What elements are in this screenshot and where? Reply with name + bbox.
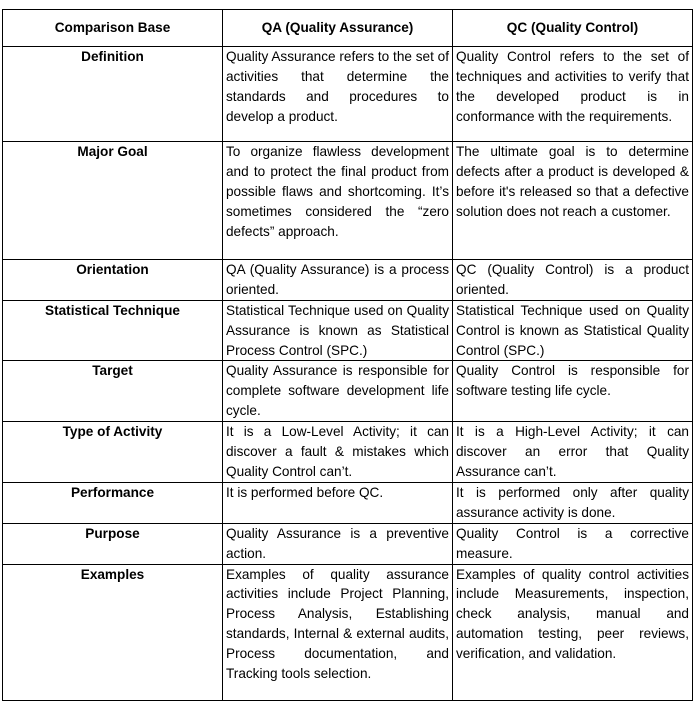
qc-cell: Examples of quality control activities include Measurements, inspection, check analysis, manual and automation testing, peer reviews, verification, and validation. xyxy=(453,564,693,700)
qa-cell: Statistical Technique used on Quality Assurance is known as Statistical Process Control (SPC.) xyxy=(223,300,453,361)
table-row xyxy=(3,422,693,483)
comparison-table xyxy=(2,9,693,701)
table-row xyxy=(3,141,693,259)
header-comparison-base: Comparison Base xyxy=(3,10,223,47)
qc-cell: Quality Control is responsible for software testing life cycle. xyxy=(453,361,693,422)
qc-cell: The ultimate goal is to determine defects after a product is developed & before it's released so that a defective solution does not reach a customer. xyxy=(453,141,693,259)
row-label-definition: Definition xyxy=(3,46,223,141)
table-row xyxy=(3,46,693,141)
qc-cell: QC (Quality Control) is a product oriented. xyxy=(453,259,693,300)
qa-cell: It is performed before QC. xyxy=(223,482,453,523)
table-row xyxy=(3,300,693,361)
table-row xyxy=(3,523,693,564)
table-row xyxy=(3,482,693,523)
header-qc: QC (Quality Control) xyxy=(453,10,693,47)
qa-cell: Examples of quality assurance activities include Project Planning, Process Analysis, Establishing standards, Internal & external audits, Process documentation, and Tracking tools selection. xyxy=(223,564,453,700)
qc-cell: It is a High-Level Activity; it can discover an error that Quality Assurance can’t. xyxy=(453,422,693,483)
row-label-type-of-activity: Type of Activity xyxy=(3,422,223,483)
row-label-performance: Performance xyxy=(3,482,223,523)
qa-cell: Quality Assurance refers to the set of activities that determine the standards and procedures to develop a product. xyxy=(223,46,453,141)
qc-cell: It is performed only after quality assurance activity is done. xyxy=(453,482,693,523)
row-label-orientation: Orientation xyxy=(3,259,223,300)
row-label-purpose: Purpose xyxy=(3,523,223,564)
qc-cell: Quality Control refers to the set of techniques and activities to verify that the developed product is in conformance with the requirements. xyxy=(453,46,693,141)
table-row xyxy=(3,361,693,422)
qc-cell: Quality Control is a corrective measure. xyxy=(453,523,693,564)
table-header-row xyxy=(3,10,693,47)
table-row xyxy=(3,564,693,700)
table-row xyxy=(3,259,693,300)
qc-cell: Statistical Technique used on Quality Control is known as Statistical Quality Control (SPC.) xyxy=(453,300,693,361)
row-label-target: Target xyxy=(3,361,223,422)
row-label-examples: Examples xyxy=(3,564,223,700)
qa-cell: It is a Low-Level Activity; it can discover a fault & mistakes which Quality Control can’t. xyxy=(223,422,453,483)
qa-cell: Quality Assurance is responsible for complete software development life cycle. xyxy=(223,361,453,422)
qa-cell: To organize flawless development and to protect the final product from possible flaws and shortcoming. It’s sometimes considered the “zero defects” approach. xyxy=(223,141,453,259)
row-label-statistical-technique: Statistical Technique xyxy=(3,300,223,361)
header-qa: QA (Quality Assurance) xyxy=(223,10,453,47)
qa-cell: QA (Quality Assurance) is a process oriented. xyxy=(223,259,453,300)
row-label-major-goal: Major Goal xyxy=(3,141,223,259)
qa-cell: Quality Assurance is a preventive action. xyxy=(223,523,453,564)
